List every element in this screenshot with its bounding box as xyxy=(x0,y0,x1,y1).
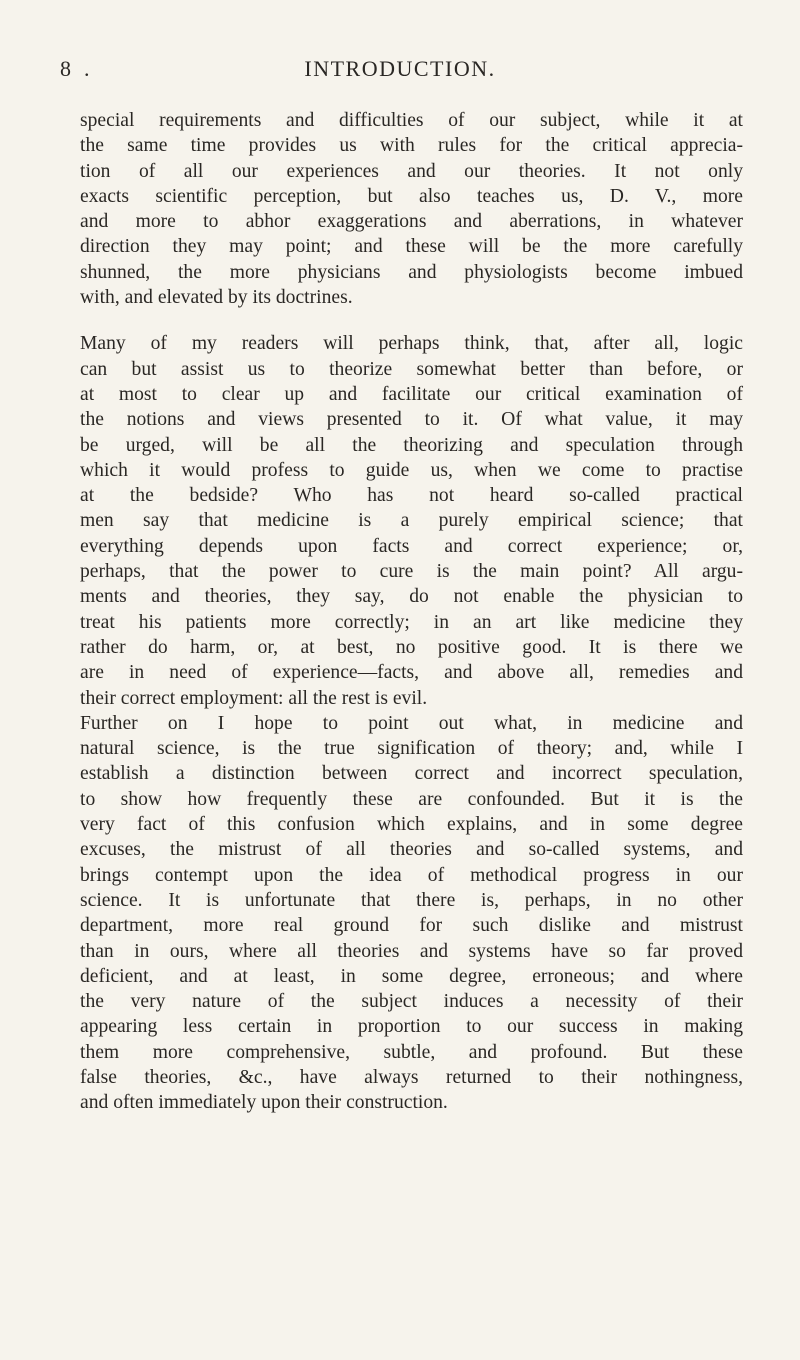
text-line: their correct employment: all the rest is evil. xyxy=(80,687,428,709)
text-line: men say that medicine is a purely empirical science; that xyxy=(80,510,743,532)
text-line: everything depends upon facts and correct experience; or, xyxy=(80,535,743,557)
text-line: establish a distinction between correct and incorrect speculation, xyxy=(80,763,743,785)
text-line: special requirements and difficulties of our subject, while it at xyxy=(80,110,743,131)
text-line: Further on I hope to point out what, in medicine and xyxy=(80,712,743,734)
text-line: very fact of this confusion which explains, and in some degree xyxy=(80,814,743,836)
text-line: Many of my readers will perhaps think, that, after all, logic xyxy=(80,333,743,355)
text-line: be urged, will be all the theorizing and speculation through xyxy=(80,434,743,456)
text-line: to show how frequently these are confounded. But it is the xyxy=(80,788,743,810)
body-text xyxy=(80,108,743,1116)
text-line: department, more real ground for such dislike and mistrust xyxy=(80,915,743,937)
text-line: natural science, is the true signification of theory; and, while I xyxy=(80,738,743,760)
text-line: than in ours, where all theories and systems have so far proved xyxy=(80,940,743,962)
text-line: which it would profess to guide us, when we come to practise xyxy=(80,459,743,481)
text-line: them more comprehensive, subtle, and profound. But these xyxy=(80,1041,743,1063)
text-line: at most to clear up and facilitate our critical examination of xyxy=(80,383,743,405)
text-line: the same time provides us with rules for the critical apprecia- xyxy=(80,135,743,157)
text-line: excuses, the mistrust of all theories and so-called systems, and xyxy=(80,839,743,861)
text-line: direction they may point; and these will be the more carefully xyxy=(80,236,743,258)
running-head xyxy=(60,56,740,86)
text-line: perhaps, that the power to cure is the main point? All argu- xyxy=(80,561,743,583)
text-line: treat his patients more correctly; in an art like medicine they xyxy=(80,611,743,633)
text-line: brings contempt upon the idea of methodical progress in our xyxy=(80,864,743,886)
text-line: science. It is unfortunate that there is, perhaps, in no other xyxy=(80,889,743,911)
text-line: exacts scientific perception, but also teaches us, D. V., more xyxy=(80,185,743,207)
paragraph-2 xyxy=(80,331,743,710)
paragraph-3 xyxy=(80,711,743,1116)
text-line: at the bedside? Who has not heard so-called practical xyxy=(80,485,743,507)
text-line: and often immediately upon their construction. xyxy=(80,1092,448,1114)
text-line: and more to abhor exaggerations and aberrations, in whatever xyxy=(80,211,743,233)
text-line: tion of all our experiences and our theories. It not only xyxy=(80,160,743,182)
text-line: the very nature of the subject induces a necessity of their xyxy=(80,991,743,1013)
running-head-title: INTRODUCTION. xyxy=(304,56,496,81)
text-line: rather do harm, or, at best, no positive good. It is there we xyxy=(80,636,743,658)
page-number: 8 xyxy=(60,56,72,81)
paragraph-1 xyxy=(80,108,743,310)
text-line: with, and elevated by its doctrines. xyxy=(80,287,353,309)
text-line: can but assist us to theorize somewhat better than before, or xyxy=(80,358,743,380)
paragraph-gap xyxy=(80,310,743,331)
running-head-separator: . xyxy=(84,56,90,81)
text-line: false theories, &c., have always returned to their nothingness, xyxy=(80,1066,743,1088)
text-line: deficient, and at least, in some degree, erroneous; and where xyxy=(80,965,743,987)
text-line: are in need of experience—facts, and above all, remedies and xyxy=(80,662,743,684)
text-line: the notions and views presented to it. Of what value, it may xyxy=(80,409,743,431)
text-line: appearing less certain in proportion to our success in making xyxy=(80,1016,743,1038)
text-line: ments and theories, they say, do not enable the physician to xyxy=(80,586,743,608)
text-line: shunned, the more physicians and physiologists become imbued xyxy=(80,261,743,283)
